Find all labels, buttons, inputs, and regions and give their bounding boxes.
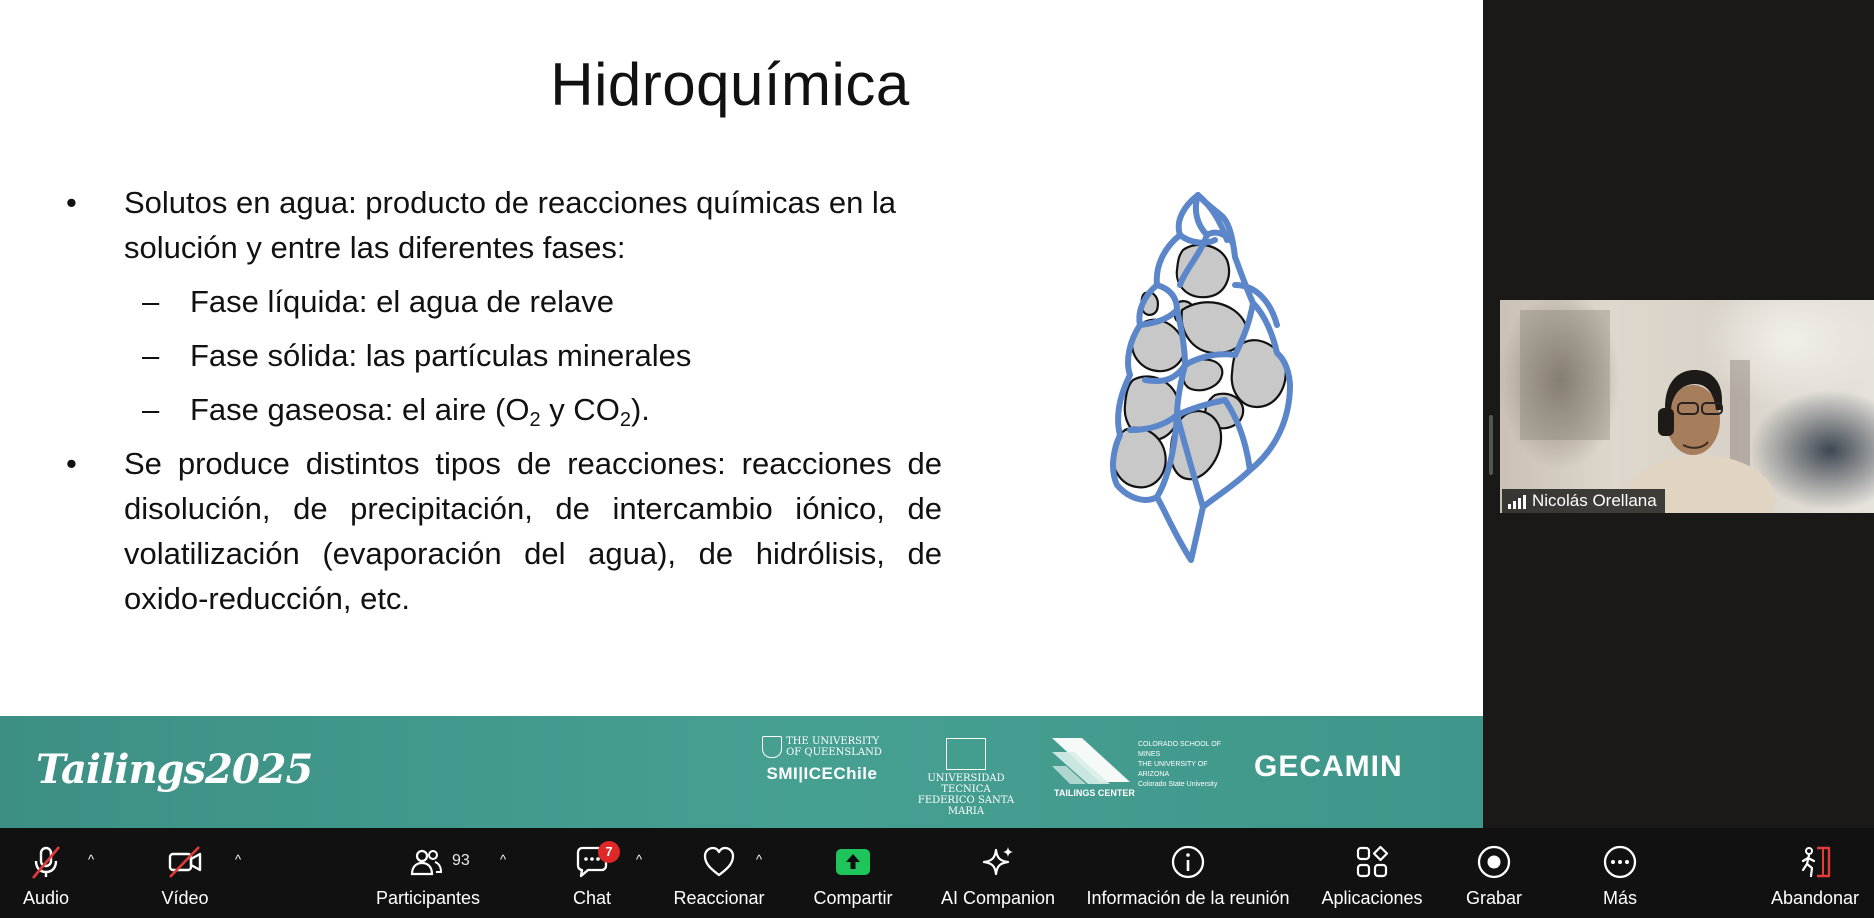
sub-bullet-liquid xyxy=(62,279,942,324)
participant-name-label: Nicolás Orellana xyxy=(1502,489,1665,513)
bullet-text: Solutos en agua: producto de reacciones químicas en la solución y entre las diferentes fases: xyxy=(124,185,897,265)
info-icon xyxy=(1170,844,1206,880)
share-screen-icon xyxy=(835,844,871,880)
slide-content xyxy=(62,180,942,621)
leave-door-icon xyxy=(1797,844,1833,880)
record-button[interactable]: Grabar xyxy=(1456,828,1532,918)
video-button[interactable]: Vídeo xyxy=(140,828,230,918)
bullet-dot: • xyxy=(66,446,77,481)
sub-bullet-solid xyxy=(62,333,942,378)
video-panel xyxy=(1483,0,1874,828)
more-button[interactable]: Más xyxy=(1584,828,1656,918)
meeting-info-button[interactable]: Información de la reunión xyxy=(1078,828,1298,918)
microphone-muted-icon xyxy=(28,844,64,880)
sub-bullet-dash: – xyxy=(142,284,160,319)
participants-button[interactable]: 93 Participantes xyxy=(368,828,488,918)
apps-icon xyxy=(1354,844,1390,880)
bullet-dot: • xyxy=(66,185,77,220)
sparkle-icon xyxy=(980,844,1016,880)
share-screen-button[interactable]: Compartir xyxy=(800,828,906,918)
sub-bullet-text: Fase sólida: las partículas minerales xyxy=(190,338,692,373)
slide-title: Hidroquímica xyxy=(550,51,910,118)
bullet-solutes xyxy=(62,180,942,270)
sub-bullet-text: Fase líquida: el agua de relave xyxy=(190,284,614,319)
heart-icon xyxy=(701,844,737,880)
leave-button[interactable]: Abandonar xyxy=(1762,828,1868,918)
uq-logo: THE UNIVERSITY OF QUEENSLAND SMI|ICEChile xyxy=(762,736,882,784)
chat-button[interactable]: 7 Chat xyxy=(560,828,624,918)
sub-bullet-dash: – xyxy=(142,338,160,373)
react-options-caret-icon[interactable]: ^ xyxy=(756,852,763,867)
more-icon xyxy=(1602,844,1638,880)
participants-icon xyxy=(408,844,444,880)
uq-crest-icon xyxy=(762,736,782,758)
apps-button[interactable]: Aplicaciones xyxy=(1316,828,1428,918)
meeting-toolbar xyxy=(0,828,1874,918)
record-icon xyxy=(1476,844,1512,880)
tailings-center-mark-icon xyxy=(1052,738,1132,788)
utfsm-crest-icon xyxy=(946,738,986,770)
signal-bars-icon xyxy=(1508,495,1526,509)
audio-options-caret-icon[interactable]: ^ xyxy=(88,852,95,867)
chat-unread-badge: 7 xyxy=(598,841,620,863)
bullet-text: Se produce distintos tipos de reacciones: reacciones de disolución, de precipitación, de intercambio iónico, de volatilización (evaporación del agua), de hidrólisis, de oxido-reducción, etc. xyxy=(124,446,942,616)
utfsm-logo: UNIVERSIDAD TECNICA FEDERICO SANTA MARIA xyxy=(908,738,1024,817)
panel-resize-handle[interactable] xyxy=(1489,415,1493,475)
react-button[interactable]: Reaccionar xyxy=(668,828,770,918)
video-options-caret-icon[interactable]: ^ xyxy=(235,852,242,867)
slide-footer-band xyxy=(0,716,1483,828)
video-camera-off-icon xyxy=(167,844,203,880)
sub-bullet-gas xyxy=(62,387,942,432)
sub-bullet-dash: – xyxy=(142,392,160,427)
chat-options-caret-icon[interactable]: ^ xyxy=(636,852,643,867)
participants-count: 93 xyxy=(452,852,470,869)
smi-icechile-logo: SMI|ICEChile xyxy=(766,764,878,783)
ai-companion-button[interactable]: AI Companion xyxy=(934,828,1062,918)
participants-options-caret-icon[interactable]: ^ xyxy=(500,852,507,867)
bullet-reactions xyxy=(62,441,942,621)
participant-video-tile[interactable] xyxy=(1500,300,1874,513)
tailings-center-logo: TAILINGS CENTER COLORADO SCHOOL OF MINES THE UNIVERSITY OF ARIZONA Colorado State University xyxy=(1052,738,1232,793)
gas-text: Fase gaseosa: el aire ($O_2$ y $CO_2$). xyxy=(190,392,650,431)
tailings2025-logo: Tailings2025 xyxy=(36,746,313,793)
audio-button[interactable]: Audio xyxy=(0,828,92,918)
participant-video-feed xyxy=(1500,300,1874,513)
gecamin-logo: GECAMIN xyxy=(1254,750,1403,783)
pore-water-diagram xyxy=(1085,185,1325,575)
